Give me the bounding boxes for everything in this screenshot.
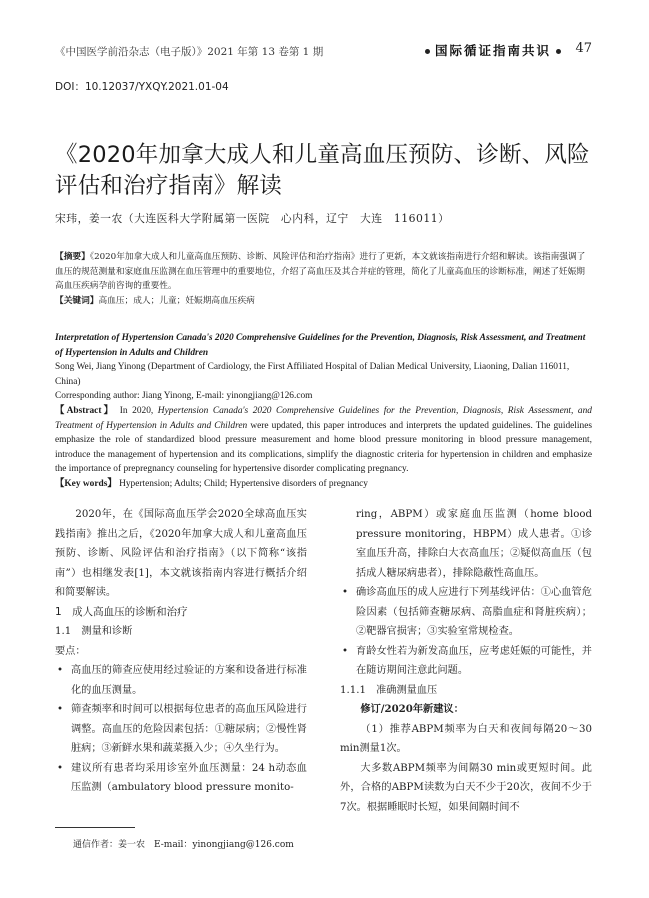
english-keywords: [55, 477, 592, 492]
author-line: 宋玮，姜一农（大连医科大学附属第一医院 心内科，辽宁 大连 116011）: [55, 212, 450, 225]
recommendation-1: （1）推荐ABPM频率为白天和夜间每隔20～30 min测量1次。: [340, 723, 592, 754]
section-tag-text: 国际循证指南共识: [434, 43, 551, 58]
keywords-cn: [55, 294, 592, 306]
list-item: • 筛查频率和时间可以根据每位患者的高血压风险进行调整。高血压的危险因素包括：①糖尿病；②慢性肾脏病；③新鲜水果和蔬菜摄入少；④久坐行为。: [55, 700, 307, 759]
bullet-dot-icon: [425, 49, 430, 54]
footnote-divider: [55, 827, 135, 828]
section-heading-1-1: 1.1 测量和诊断: [55, 626, 133, 637]
page-header: [55, 0, 592, 70]
english-keywords-text: Hypertension; Adults; Child; Hypertensive disorders of pregnancy: [116, 478, 368, 489]
list-item: • 确诊高血压的成人应进行下列基线评估：①心血管危险因素（包括筛查糖尿病、高脂血症和肾脏疾病）；②靶器官损害；③实验室常规检查。: [340, 583, 592, 642]
bullet-continuation: ring，ABPM）或家庭血压监测（home blood pressure monitoring，HBPM）成人患者。①诊室血压升高，排除白大衣高血压；②疑似高血压（包括成人糖尿病患者），排除隐蔽性高血压。: [356, 509, 592, 579]
english-authors: Song Wei, Jiang Yinong (Department of Cardiology, the First Affiliated Hospital of Dalian Medical University, Liaoning, Dalian 116011, China): [55, 362, 570, 387]
footnote-corresponding: 通信作者：姜一农 E-mail：yinongjiang@126.com: [73, 840, 294, 850]
page-number: 47: [575, 41, 592, 56]
english-abstract-pre: In 2020,: [115, 405, 158, 416]
english-abstract-block: [55, 331, 592, 492]
english-keywords-label: 【Key words】: [55, 478, 117, 489]
body-column-left: [55, 505, 307, 798]
recommendation-1-detail: 大多数ABPM频率为间隔30 min或更短时间。此外，合格的ABPM读数为白天不少于20次，夜间不少于7次。根据睡眠时长短，如果间隔时间不: [340, 762, 592, 813]
key-points-label: 要点：: [55, 645, 86, 657]
english-abstract-label: 【Abstract】: [55, 405, 116, 416]
corresponding-author: Corresponding author: Jiang Yinong, E-mail: yinongjiang@126.com: [55, 391, 313, 402]
english-abstract: [55, 404, 592, 477]
abstract-cn-text: 《2020年加拿大成人和儿童高血压预防、诊断、风险评估和治疗指南》进行了更新，本文就该指南进行介绍和解读。该指南强调了血压的规范测量和家庭血压监测在血压管理中的重要地位，介绍了高血压及其合并症的管理，简化了儿童高血压的诊断标准，阐述了妊娠期高血压疾病孕前咨询的重要性。: [55, 252, 586, 292]
journal-name: 《中国医学前沿杂志（电子版）》2021 年第 13 卷第 1 期: [55, 46, 324, 58]
list-item: • 高血压的筛查应使用经过验证的方案和设备进行标准化的血压测量。: [55, 661, 307, 700]
body-column-right: [340, 505, 592, 817]
key-points-list-right: [340, 583, 592, 681]
article-title: 《2020年加拿大成人和儿童高血压预防、诊断、风险评估和治疗指南》解读: [55, 142, 590, 199]
revision-label: 修订/2020年新建议：: [360, 703, 464, 715]
list-item: • 育龄女性若为新发高血压，应考虑妊娠的可能性，并在随访期间注意此问题。: [340, 642, 592, 681]
english-abstract-guideline-title: Hypertension Canada's 2020 Comprehensive Guidelines for the Prevention, Diagnosis, Risk Assessment, and Treatment of Hypertension in Adults and Children: [55, 405, 592, 431]
bullet-dot-icon: [556, 49, 561, 54]
keywords-cn-text: 高血压；成人；儿童；妊娠期高血压疾病: [98, 296, 255, 306]
keywords-cn-label: 【关键词】: [55, 296, 99, 306]
doi: DOI：10.12037/YXQY.2021.01-04: [55, 81, 229, 93]
key-points-list-left: [55, 661, 307, 798]
abstract-cn-label: 【摘要】: [55, 252, 90, 262]
list-item: • 建议所有患者均采用诊室外血压测量：24 h动态血压监测（ambulatory blood pressure monito-: [55, 759, 307, 798]
english-title: Interpretation of Hypertension Canada's 2020 Comprehensive Guidelines for the Prevention, Diagnosis, Risk Assessment, and Treatment of Hypertension in Adults and Children: [55, 333, 586, 358]
intro-paragraph: 2020年，在《国际高血压学会2020全球高血压实践指南》推出之后，《2020年加拿大成人和儿童高血压预防、诊断、风险评估和治疗指南》（以下简称“该指南”）也相继发表[1]，本文就该指南内容进行概括介绍和简要解读。: [55, 509, 307, 598]
section-tag: [420, 41, 566, 59]
english-abstract-post: were updated, this paper introduces and interprets the updated guidelines. The guidelines emphasize the role of standardized blood pressure measurement and home blood pressure monitoring in blood pressure management, introduce the management of hypertension and its complications, simplify the diagnostic criteria for hypertension in children and emphasize the importance of prepregnancy counseling for hypertensive disorder complicating pregnancy.: [55, 420, 593, 475]
section-heading-1: 1 成人高血压的诊断和治疗: [55, 605, 188, 618]
abstract-cn: [55, 250, 592, 294]
section-heading-1-1-1: 1.1.1 准确测量血压: [340, 684, 438, 696]
